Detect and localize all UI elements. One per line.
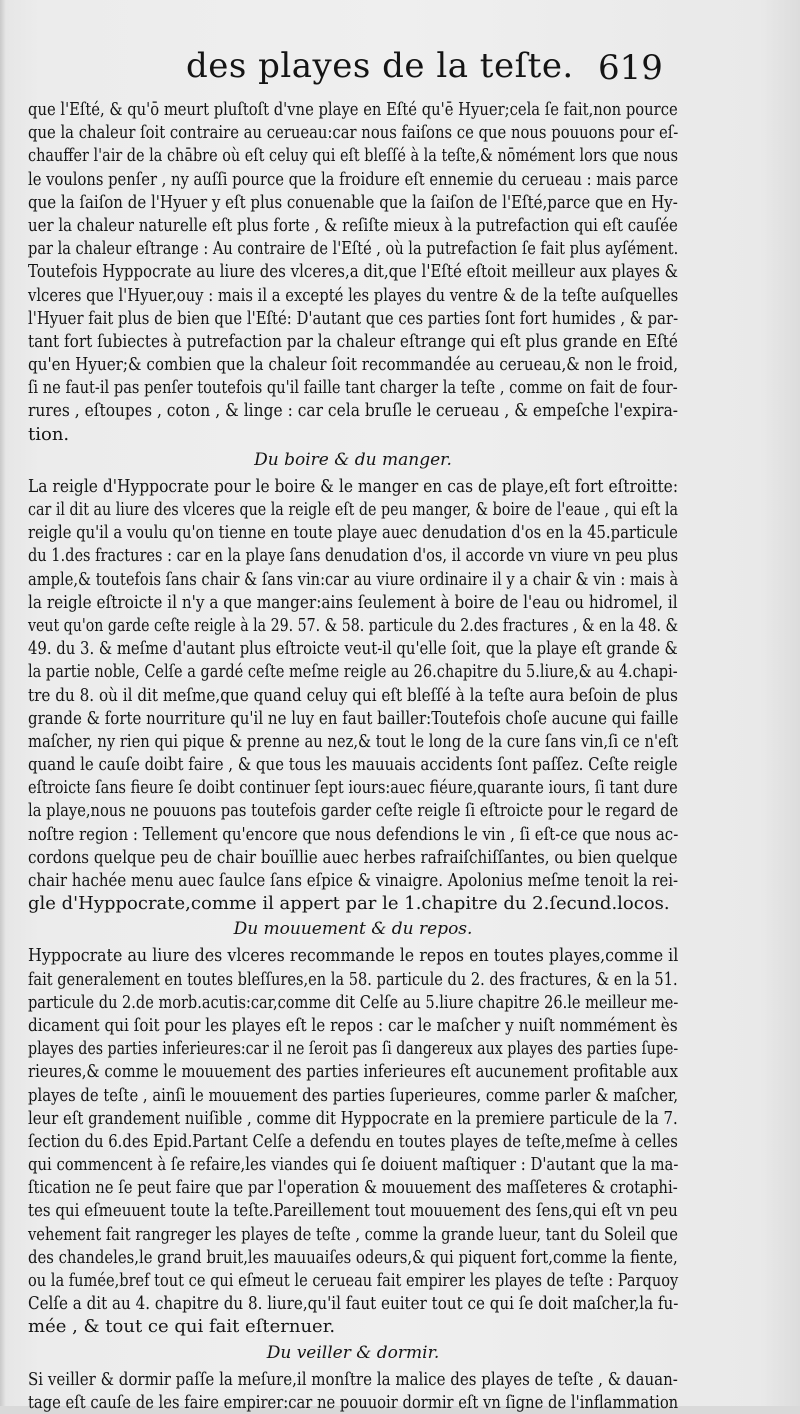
text-line: reigle qu'il a voulu qu'on tienne en toute playe auec denudation d'os en la 45.particule (28, 522, 678, 544)
text-line: le voulons penſer , ny auſſi pource que la froidure eſt ennemie du cerueau : mais parce (28, 168, 679, 190)
text-line: qu'en Hyuer;& combien que la chaleur ſoit recommandée au cerueau,& non le froid, (28, 354, 679, 376)
text-line: particule du 2.de morb.acutis:car,comme dit Celſe au 5.liure chapitre 26.le meilleur me- (28, 991, 679, 1013)
text-line: maſcher, ny rien qui pique & prenne au nez,& tout le long de la cure ſans vin,ſi ce n'eſt (28, 730, 679, 752)
section-heading-mouuement-repos: Du mouuement & du repos. (233, 919, 473, 940)
text-line: cordons quelque peu de chair bouïllie auec herbes rafraiſchiſſantes, ou bien quelque (28, 846, 678, 868)
text-line: Si veiller & dormir paſſe la meſure,il monſtre la malice des playes de teſte , & dauan- (28, 1368, 678, 1390)
text-line: Hyppocrate au liure des vlceres recommande le repos en toutes playes,comme il (28, 945, 679, 967)
text-line: la partie noble, Celſe a gardé ceſte meſme reigle au 26.chapitre du 5.liure,& au 4.chapi- (28, 661, 678, 683)
text-line: tage eſt cauſe de les faire empirer:car ne pouuoir dormir eſt vn ſigne de l'inflammation (28, 1391, 679, 1413)
text-line: dicament qui ſoit pour les playes eſt le repos : car le maſcher y nuiſt nommément ès (28, 1014, 678, 1036)
text-line: que la chaleur ſoit contraire au cerueau:car nous faiſons ce que nous pouuons pour eſ- (28, 122, 679, 144)
text-line: ample,& toutefois ſans chair & ſans vin:car au viure ordinaire il y a chair & vin : mais à (28, 568, 679, 590)
text-line: par la chaleur eſtrange : Au contraire de l'Eſté , où la putrefaction ſe fait plus ayſément. (28, 238, 679, 260)
text-line: grande & forte nourriture qu'il ne luy en faut bailler:Toutefois choſe aucune qui faille (28, 707, 679, 729)
text-line: que la ſaiſon de l'Hyuer y eſt plus conuenable que la ſaiſon de l'Eſté,parce que en Hy- (28, 191, 678, 213)
running-title: des playes de la teſte. (186, 46, 574, 86)
page-number: 619 (598, 48, 663, 88)
text-line: Toutefois Hyppocrate au liure des vlceres,a dit,que l'Eſté eſtoit meilleur aux playes & (28, 261, 679, 283)
text-line: tant fort ſubiectes à putrefaction par la chaleur eſtrange qui eſt plus grande en Eſté (28, 330, 678, 352)
text-line: car il dit au liure des vlceres que la reigle eſt de peu manger, & boire de l'eaue , qui eſt la (28, 499, 678, 520)
text-line: fait generalement en toutes bleſſures,en la 58. particule du 2. des fractures, & en la 51. (28, 968, 678, 990)
text-body (28, 98, 678, 1414)
text-line: noſtre region : Tellement qu'encore que nous defendions le vin , ſi eſt-ce que nous ac- (28, 823, 679, 845)
text-line: rieures,& comme le mouuement des parties inferieures eſt aucunement profitable aux (28, 1061, 679, 1083)
text-line: ſection du 6.des Epid.Partant Celſe a defendu en toutes playes de teſte,meſme à celles (28, 1130, 678, 1152)
text-line: uer la chaleur naturelle eſt plus forte , & reſiſte mieux à la putrefaction qui eſt cauſée (28, 214, 678, 236)
text-line: chair hachée menu auec ſaulce ſans eſpice & vinaigre. Apolonius meſme tenoit la rei- (28, 870, 679, 891)
text-line: tion. (28, 423, 70, 445)
text-line: ſi ne faut-il pas penſer toutefois qu'il faille tant charger la teſte , comme on fait de four- (28, 377, 678, 399)
text-line: playes de teſte , ainſi le mouuement des parties ſuperieures, comme parler & maſcher, (28, 1084, 679, 1106)
text-line: du 1.des fractures : car en la playe ſans denudation d'os, il accorde vn viure vn peu plus (28, 545, 679, 567)
text-line: qui commencent à ſe refaire,les viandes qui ſe doiuent maſtiquer : D'autant que la ma- (28, 1154, 679, 1176)
text-line: eſtroicte ſans fieure ſe doibt continuer ſept iours:auec fiéure,quarante iours, ſi tant dure (28, 777, 678, 799)
text-line: gle d'Hyppocrate,comme il appert par le 1.chapitre du 2.ſecund.locos. (28, 893, 670, 915)
section-heading-boire-manger: Du boire & du manger. (254, 449, 452, 470)
text-line: playes des parties inferieures:car il ne ſeroit pas ſi dangereux aux playes des parties ſupe- (28, 1038, 679, 1060)
text-line: veut qu'on garde ceſte reigle à la 29. 57. & 58. particule du 2.des fractures , & en la 48. & (28, 614, 679, 636)
page-header (0, 46, 800, 98)
text-line: tes qui eſmeuuent toute la teſte.Pareillement tout mouuement des ſens,qui eſt vn peu (28, 1200, 678, 1222)
text-line: ſtication ne ſe peut faire que par l'operation & mouuement des maſſeteres & crotaphi- (28, 1177, 678, 1199)
text-line: ou la fumée,bref tout ce qui eſmeut le cerueau fait empirer les playes de teſte : Parquoy (28, 1270, 679, 1291)
text-line: 49. du 3. & meſme d'autant plus eſtroicte veut-il qu'elle ſoit, que la playe eſt grande & (28, 638, 678, 660)
text-line: chauffer l'air de la chābre où eſt celuy qui eſt bleſſé à la teſte,& nōmément lors que nous (28, 145, 679, 167)
text-line: des chandeles,le grand bruit,les mauuaiſes odeurs,& qui piquent fort,comme la fiente, (28, 1246, 678, 1268)
text-line: que l'Eſté, & qu'ō meurt pluſtoſt d'vne playe en Eſté qu'ē Hyuer;cela ſe fait,non pource (28, 99, 678, 120)
text-line: leur eſt grandement nuiſible , comme dit Hyppocrate en la premiere particule de la 7. (28, 1107, 678, 1129)
section-heading-veiller-dormir: Du veiller & dormir. (266, 1342, 440, 1363)
text-line: l'Hyuer fait plus de bien que l'Eſté: D'autant que ces parties ſont fort humides , & par- (28, 307, 679, 329)
text-line: Celſe a dit au 4. chapitre du 8. liure,qu'il faut euiter tout ce qui ſe doit maſcher,la fu- (28, 1293, 679, 1315)
text-line: rures , eſtoupes , coton , & linge : car cela bruſle le cerueau , & empeſche l'expira- (28, 400, 679, 422)
text-line: la reigle eſtroicte il n'y a que manger:ains ſeulement à boire de l'eau ou hidromel, il (28, 591, 678, 613)
text-line: vlceres que l'Hyuer,ouy : mais il a excepté les playes du ventre & de la teſte auſquelles (28, 284, 679, 306)
text-line: mée , & tout ce qui fait eſternuer. (28, 1316, 336, 1338)
text-line: vehement fait rangreger les playes de teſte , comme la grande lueur, tant du Soleil que (28, 1223, 678, 1245)
text-line: tre du 8. où il dit meſme,que quand celuy qui eſt bleſſé à la teſte aura beſoin de plus (28, 684, 678, 706)
text-line: la playe,nous ne pouuons pas toutefois garder ceſte reigle ſi eſtroicte pour le regard de (28, 800, 679, 822)
text-line: quand le cauſe doibt faire , & que tous les mauuais accidents ſont paſſez. Ceſte reigle (28, 754, 678, 776)
text-line: La reigle d'Hyppocrate pour le boire & le manger en cas de playe,eſt fort eſtroitte: (28, 475, 679, 497)
